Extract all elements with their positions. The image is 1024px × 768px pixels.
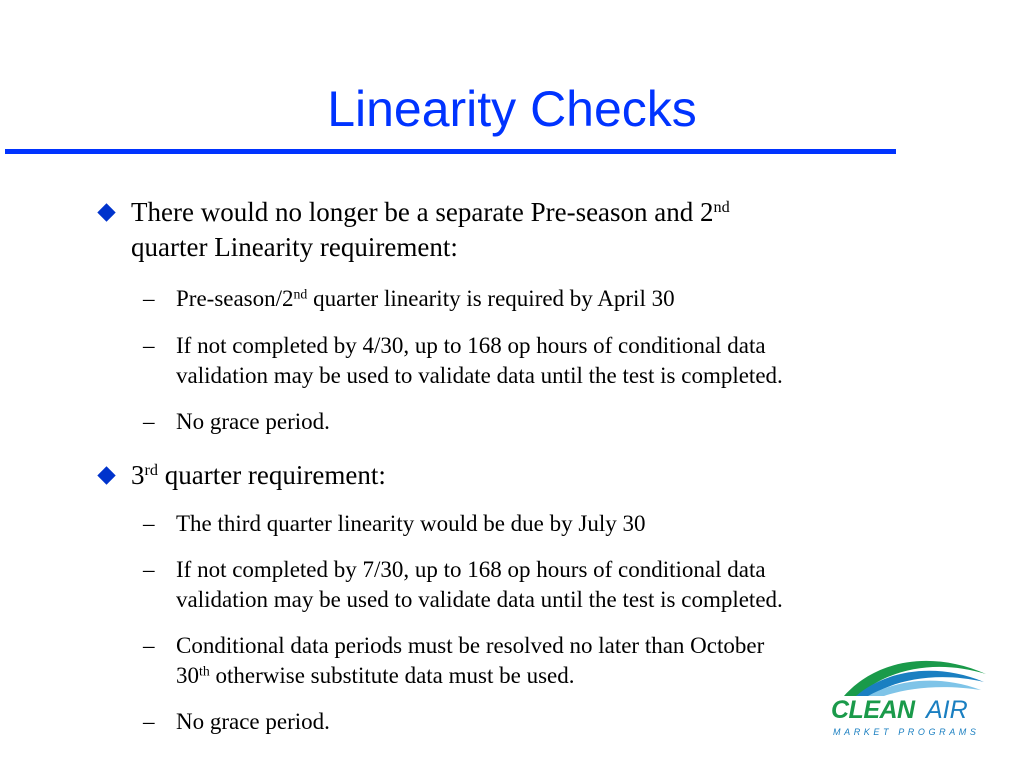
dash-marker: – [143,333,155,358]
dash-marker: – [143,557,155,582]
dash-marker: – [143,409,155,434]
sub-bullet: Conditional data periods must be resolved no later than October 30th otherwise substitute data must be used. [176,633,765,688]
diamond-bullet-icon [97,466,115,484]
bullet-1-line1: There would no longer be a separate Pre-season and 2 [131,197,714,227]
sub-bullet: No grace period. [176,709,330,734]
slide-title: Linearity Checks [327,81,697,137]
dash-marker: – [143,709,155,734]
dash-marker: – [143,286,155,311]
sub-bullet: The third quarter linearity would be due by July 30 [176,511,646,536]
logo-subtitle: MARKET PROGRAMS [833,727,980,737]
clean-air-logo [826,652,986,744]
dash-marker: – [143,511,155,536]
bullet-1-sup: nd [713,198,730,217]
bullet-1-line2: quarter Linearity requirement: [131,232,458,262]
diamond-bullet-icon [97,203,115,221]
sub-bullet: Pre-season/2nd quarter linearity is required by April 30 [176,286,675,311]
sub-bullet: If not completed by 7/30, up to 168 op hours of conditional data validation may be used to validate data until the test is completed. [176,557,783,612]
logo-word-air: AIR [926,696,968,724]
logo-word-clean: CLEAN [831,696,915,724]
bullet-1 [131,195,911,265]
bullet-2: 3rd quarter requirement: [131,460,386,490]
dash-marker: – [143,633,155,658]
sub-bullet: No grace period. [176,409,330,434]
sub-bullet: If not completed by 4/30, up to 168 op hours of conditional data validation may be used to validate data until the test is completed. [176,333,783,388]
swoosh-icon [836,652,986,698]
